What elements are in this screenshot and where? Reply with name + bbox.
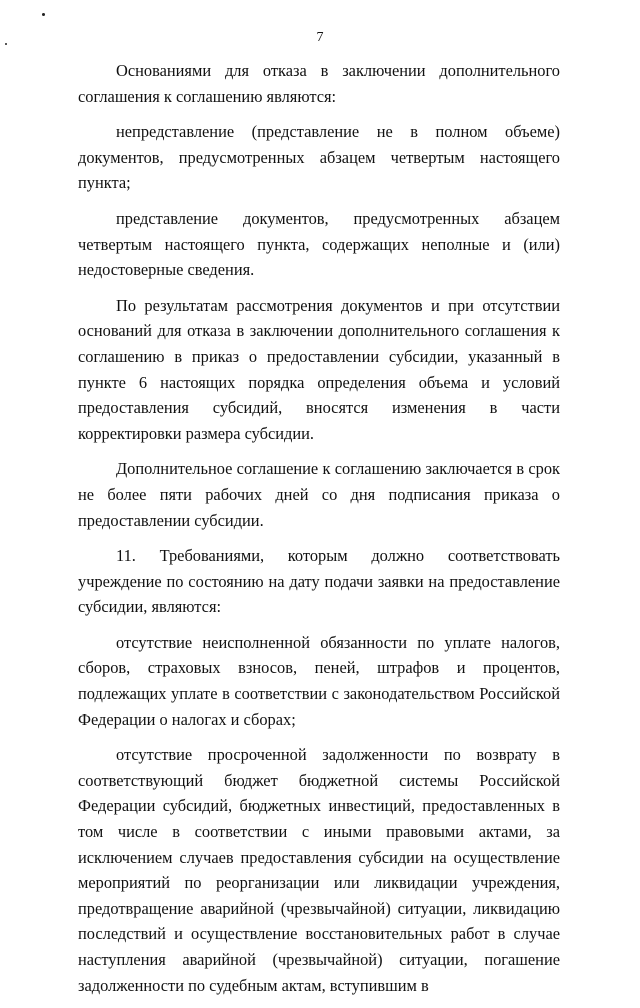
paragraph-no-overdue-debt: отсутствие просроченной задолженности по возврату в соответствующий бюджет бюджетной системы Российской Федерации субсидий, бюджетных инвестиций, предоставленных в том числе в соответствии с иными правовыми актами, за исключением случаев предоставления субсидии на осуществление мероприятий по реорганизации или ликвидации учреждения, предотвращение аварийной (чрезвычайной) ситуации, ликвидацию последствий и осуществление восстановительных работ в случае наступления аварийной (чрезвычайной) ситуации, погашение задолженности по судебным актам, вступившим в	[78, 745, 560, 995]
paragraph-non-submission: непредставление (представление не в полном объеме) документов, предусмотренных абзацем четвертым настоящего пункта;	[78, 122, 560, 193]
paragraph-review-results: По результатам рассмотрения документов и при отсутствии оснований для отказа в заключении дополнительного соглашения к соглашению в приказ о предоставлении субсидии, указанный в пункте 6 настоящих порядка определения объема и условий предоставления субсидий, вносятся изменения в части корректировки размера субсидии.	[78, 295, 560, 443]
paragraph-requirements-11: 11. Требованиями, которым должно соответствовать учреждение по состоянию на дату подачи заявки на предоставление субсидии, являются:	[78, 546, 560, 617]
paragraph-incomplete-documents: представление документов, предусмотренных абзацем четвертым настоящего пункта, содержащих неполные и (или) недостоверные сведения.	[78, 208, 560, 280]
paragraph-grounds-for-refusal: Основаниями для отказа в заключении дополнительного соглашения к соглашению являются:	[78, 61, 560, 106]
paragraph-no-tax-debt: отсутствие неисполненной обязанности по уплате налогов, сборов, страховых взносов, пеней, штрафов и процентов, подлежащих уплате в соответствии с законодательством Российской Федерации о налогах и сборах;	[78, 632, 560, 729]
paragraph-agreement-term: Дополнительное соглашение к соглашению заключается в срок не более пяти рабочих дней со дня подписания приказа о предоставлении субсидии.	[78, 459, 560, 530]
scan-speck	[42, 13, 45, 16]
document-body	[78, 58, 560, 1008]
page-number: 7	[316, 30, 324, 45]
